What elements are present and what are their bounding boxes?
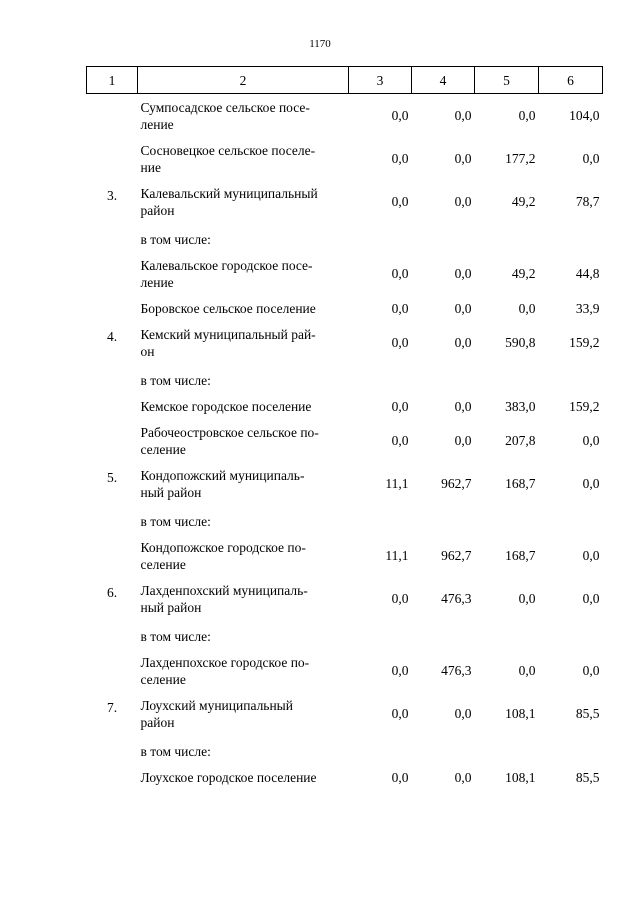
value-col-5: 108,1	[505, 706, 536, 721]
value-col-3: 0,0	[391, 591, 409, 606]
row-name-line: Кондопожское городское по-	[140, 540, 306, 555]
value-col-4: 962,7	[441, 548, 472, 563]
value-col-6: 85,5	[575, 706, 600, 721]
table-row	[87, 252, 603, 295]
value-col-4	[412, 364, 475, 393]
value-col-6: 0,0	[582, 548, 600, 563]
value-col-4: 0,0	[454, 300, 472, 316]
value-col-5: 108,1	[505, 769, 536, 785]
value-col-3: 0,0	[391, 769, 409, 785]
value-col-6: 44,8	[575, 266, 600, 281]
budget-table	[86, 66, 603, 790]
row-number	[87, 735, 138, 764]
row-number: 5.	[106, 470, 118, 485]
value-col-3	[349, 364, 412, 393]
row-name-line: ный район	[140, 600, 202, 615]
value-col-5	[475, 223, 539, 252]
table-row	[87, 295, 603, 321]
table-subheading-row	[87, 735, 603, 764]
value-col-3: 0,0	[391, 194, 409, 209]
row-name	[138, 94, 349, 138]
row-name	[138, 321, 349, 364]
table-body	[87, 94, 603, 791]
row-name	[138, 649, 349, 692]
value-col-3	[349, 505, 412, 534]
row-name-line: Калевальское городское посе-	[140, 258, 313, 273]
row-name	[138, 534, 349, 577]
value-col-6: 0,0	[582, 591, 600, 606]
value-col-4: 0,0	[454, 433, 472, 448]
value-col-5	[475, 620, 539, 649]
row-number	[87, 505, 138, 534]
column-header: 2	[138, 67, 349, 94]
value-col-4	[412, 505, 475, 534]
value-col-5	[475, 364, 539, 393]
row-number	[87, 364, 138, 393]
row-name-line: Рабочеостровское сельское по-	[140, 425, 319, 440]
row-name-line: Лахденпохский муниципаль-	[140, 583, 308, 598]
row-name-line: Боровское сельское поселение	[140, 301, 316, 316]
table-row	[87, 462, 603, 505]
row-name-line: в том числе:	[140, 373, 211, 388]
value-col-3: 0,0	[391, 663, 409, 678]
row-name	[138, 180, 349, 223]
row-name-line: ние	[140, 160, 161, 175]
table-row	[87, 692, 603, 735]
value-col-5: 590,8	[505, 335, 536, 350]
value-col-4: 962,7	[441, 476, 472, 491]
value-col-3: 0,0	[391, 108, 409, 123]
value-col-5: 0,0	[518, 591, 536, 606]
table-row	[87, 649, 603, 692]
row-name-line: Лоухское городское поселение	[140, 770, 317, 785]
value-col-3: 11,1	[385, 476, 409, 491]
row-number: 3.	[106, 188, 118, 203]
value-col-3: 0,0	[391, 266, 409, 281]
value-col-6: 85,5	[575, 769, 600, 785]
value-col-4	[412, 735, 475, 764]
row-name-line: Лахденпохское городское по-	[140, 655, 310, 670]
value-col-6: 159,2	[569, 398, 600, 414]
value-col-3	[349, 223, 412, 252]
row-name-line: ный район	[140, 485, 202, 500]
value-col-5: 0,0	[518, 300, 536, 316]
row-name-line: Калевальский муниципальный	[140, 186, 318, 201]
table-row	[87, 534, 603, 577]
row-name-line: Кемский муниципальный рай-	[140, 327, 316, 342]
row-name	[138, 505, 349, 534]
row-name-line: район	[140, 203, 175, 218]
row-name	[138, 764, 349, 790]
row-name	[138, 295, 349, 321]
value-col-4: 0,0	[454, 398, 472, 414]
row-name-line: Лоухский муниципальный	[140, 698, 293, 713]
row-name	[138, 735, 349, 764]
value-col-5	[475, 735, 539, 764]
table-row	[87, 180, 603, 223]
row-number	[87, 252, 138, 295]
row-number	[87, 419, 138, 462]
value-col-3: 0,0	[391, 335, 409, 350]
value-col-4: 0,0	[454, 335, 472, 350]
value-col-3: 0,0	[391, 398, 409, 414]
table-row	[87, 321, 603, 364]
value-col-4: 0,0	[454, 769, 472, 785]
row-number	[87, 620, 138, 649]
row-name-line: в том числе:	[140, 514, 211, 529]
value-col-4	[412, 620, 475, 649]
value-col-4	[412, 223, 475, 252]
row-name-line: селение	[140, 557, 186, 572]
value-col-6: 0,0	[582, 151, 600, 166]
row-name-line: Сосновецкое сельское поселе-	[140, 143, 316, 158]
value-col-5: 383,0	[505, 398, 536, 414]
value-col-3: 0,0	[391, 151, 409, 166]
value-col-4: 0,0	[454, 706, 472, 721]
row-name-line: селение	[140, 672, 186, 687]
value-col-5: 168,7	[505, 548, 536, 563]
row-name	[138, 137, 349, 180]
column-header: 4	[412, 67, 475, 94]
value-col-5: 168,7	[505, 476, 536, 491]
row-name	[138, 393, 349, 419]
row-name	[138, 577, 349, 620]
row-name-line: Сумпосадское сельское посе-	[140, 100, 310, 115]
value-col-6: 0,0	[582, 663, 600, 678]
value-col-3	[349, 620, 412, 649]
value-col-5	[475, 505, 539, 534]
value-col-5: 177,2	[505, 151, 536, 166]
value-col-4: 0,0	[454, 266, 472, 281]
row-number	[87, 223, 138, 252]
value-col-4: 0,0	[454, 108, 472, 123]
row-name-line: Кондопожский муниципаль-	[140, 468, 305, 483]
value-col-5: 207,8	[505, 433, 536, 448]
value-col-3: 0,0	[391, 300, 409, 316]
value-col-5: 49,2	[511, 266, 536, 281]
value-col-5: 0,0	[518, 663, 536, 678]
row-name-line: ление	[140, 275, 174, 290]
row-number	[87, 137, 138, 180]
row-name	[138, 419, 349, 462]
value-col-3: 0,0	[391, 706, 409, 721]
row-name	[138, 252, 349, 295]
row-name-line: ление	[140, 117, 174, 132]
table-header-row	[87, 67, 603, 94]
row-number: 6.	[106, 585, 118, 600]
table-subheading-row	[87, 620, 603, 649]
value-col-3	[349, 735, 412, 764]
table-row	[87, 577, 603, 620]
value-col-6: 159,2	[569, 335, 600, 350]
value-col-5: 0,0	[518, 108, 536, 123]
row-name	[138, 223, 349, 252]
row-name	[138, 364, 349, 393]
value-col-6: 33,9	[575, 300, 600, 316]
table-subheading-row	[87, 364, 603, 393]
row-name-line: Кемское городское поселение	[140, 399, 312, 414]
column-header: 3	[349, 67, 412, 94]
table-row	[87, 94, 603, 138]
row-name	[138, 692, 349, 735]
value-col-4: 0,0	[454, 194, 472, 209]
row-number	[87, 534, 138, 577]
value-col-4: 476,3	[441, 663, 472, 678]
value-col-6: 0,0	[582, 476, 600, 491]
value-col-6	[539, 735, 603, 764]
row-name-line: район	[140, 715, 175, 730]
row-name-line: селение	[140, 442, 186, 457]
table-row	[87, 419, 603, 462]
column-header: 1	[87, 67, 138, 94]
table-row	[87, 764, 603, 790]
value-col-6	[539, 223, 603, 252]
row-name	[138, 462, 349, 505]
table-row	[87, 137, 603, 180]
table-subheading-row	[87, 505, 603, 534]
value-col-6: 78,7	[575, 194, 600, 209]
row-number: 7.	[106, 700, 118, 715]
column-header: 6	[539, 67, 603, 94]
value-col-6: 0,0	[582, 433, 600, 448]
value-col-4: 0,0	[454, 151, 472, 166]
value-col-4: 476,3	[441, 591, 472, 606]
row-name-line: в том числе:	[140, 744, 211, 759]
row-name-line: в том числе:	[140, 629, 211, 644]
value-col-6: 104,0	[569, 108, 600, 123]
value-col-3: 11,1	[385, 548, 409, 563]
row-number: 4.	[106, 329, 118, 344]
row-number	[87, 649, 138, 692]
page-number: 1170	[309, 38, 331, 50]
value-col-6	[539, 364, 603, 393]
column-header: 5	[475, 67, 539, 94]
value-col-6	[539, 505, 603, 534]
value-col-5: 49,2	[511, 194, 536, 209]
table-subheading-row	[87, 223, 603, 252]
row-number	[87, 393, 138, 419]
row-number	[87, 295, 138, 321]
table-row	[87, 393, 603, 419]
row-name	[138, 620, 349, 649]
row-name-line: в том числе:	[140, 232, 211, 247]
value-col-3: 0,0	[391, 433, 409, 448]
value-col-6	[539, 620, 603, 649]
row-number	[87, 94, 138, 138]
row-name-line: он	[140, 344, 155, 359]
row-number	[87, 764, 138, 790]
